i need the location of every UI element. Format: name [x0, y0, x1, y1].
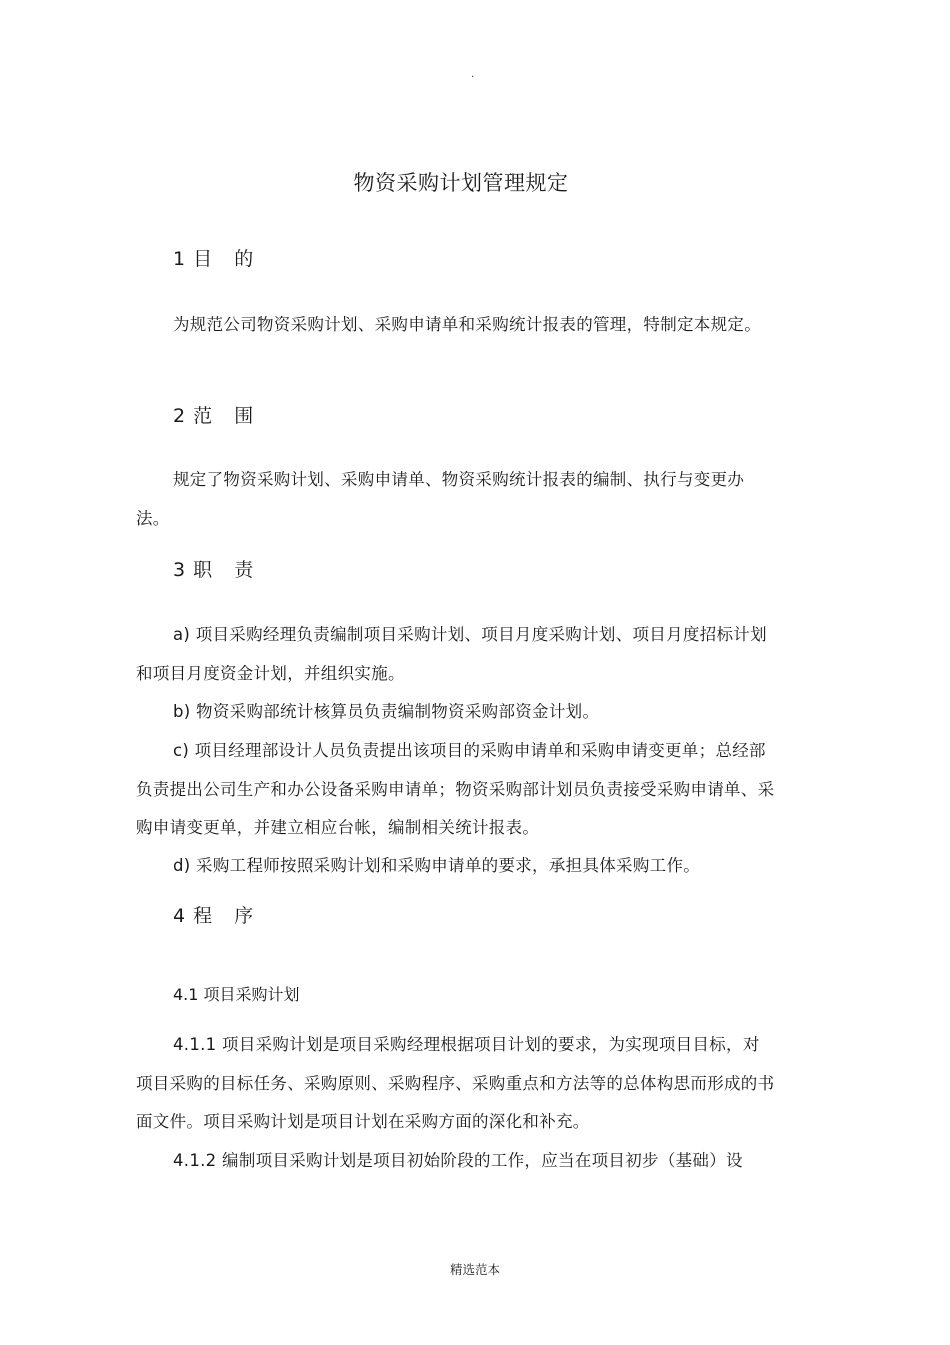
duty-item-a: a) 项目采购经理负责编制项目采购计划、项目月度采购计划、项目月度招标计划和项目月度资金计划，并组织实施。	[136, 625, 767, 683]
document-title: 物资采购计划管理规定	[353, 171, 569, 195]
section-1-heading: 1 目 的	[173, 248, 255, 270]
section-2-paragraph: 规定了物资采购计划、采购申请单、物资采购统计报表的编制、执行与变更办法。	[136, 470, 745, 528]
duty-item-d: d) 采购工程师按照采购计划和采购申请单的要求，承担具体采购工作。	[173, 856, 701, 875]
section-3-heading: 3 职 责	[173, 559, 255, 581]
header-mark: ·	[471, 72, 475, 83]
section-1-paragraph: 为规范公司物资采购计划、采购申请单和采购统计报表的管理，特制定本规定。	[173, 315, 761, 334]
clause-4-1-2: 4.1.2 编制项目采购计划是项目初始阶段的工作，应当在项目初步（基础）设	[173, 1151, 743, 1170]
duty-item-b: b) 物资采购部统计核算员负责编制物资采购部资金计划。	[173, 702, 600, 721]
duty-item-c: c) 项目经理部设计人员负责提出该项目的采购申请单和采购申请变更单；总经部负责提出公司生产和办公设备采购申请单；物资采购部计划员负责接受采购申请单、采购申请变更单，并建立相应台帐，编制相关统计报表。	[136, 741, 775, 837]
clause-4-1-1: 4.1.1 项目采购计划是项目采购经理根据项目计划的要求，为实现项目目标，对项目采购的目标任务、采购原则、采购程序、采购重点和方法等的总体构思而形成的书面文件。项目采购计划是项目计划在采购方面的深化和补充。	[136, 1035, 775, 1131]
page-footer: 精选范本	[449, 1262, 500, 1277]
subsection-4-1-heading: 4.1 项目采购计划	[173, 985, 300, 1004]
section-4-heading: 4 程 序	[173, 905, 255, 927]
section-2-heading: 2 范 围	[173, 405, 255, 427]
